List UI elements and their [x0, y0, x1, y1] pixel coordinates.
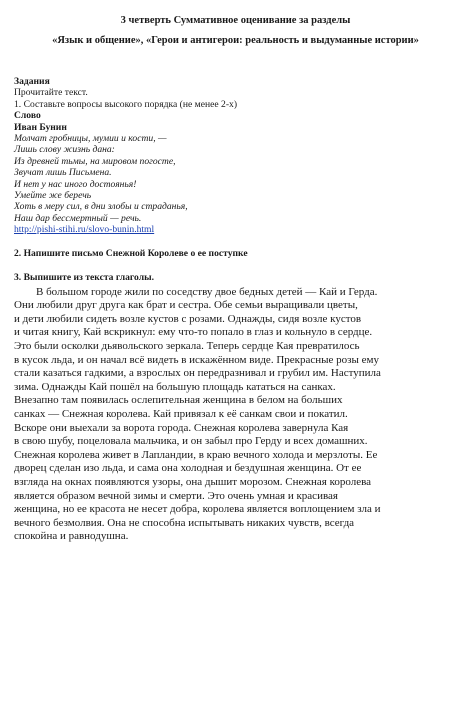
tasks-heading: Задания — [14, 76, 50, 87]
story-line: зима. Однажды Кай пошёл на большую площадь кататься на санках. — [14, 380, 336, 393]
story-line: Снежная королева живет в Лапландии, в краю вечного холода и мерзлоты. Ее — [14, 448, 378, 461]
story-line: и дети любили сидеть возле кустов с розами. Однажды, сидя возле кустов — [14, 312, 362, 325]
story-line: Это были осколки дьявольского зеркала. Теперь сердце Кая превратилось — [14, 340, 360, 353]
story-line: В большом городе жили по соседству двое бедных детей — Кай и Герда. — [36, 285, 378, 298]
story-line: спокойна и равнодушна. — [14, 530, 129, 543]
document-subtitle: «Язык и общение», «Герои и антигерои: реальность и выдуманные истории» — [52, 35, 419, 46]
story-line: является образом вечной зимы и смерти. Это очень умная и красивая — [14, 489, 338, 502]
poem-line: Лишь слову жизнь дана: — [14, 144, 115, 156]
poem-author: Иван Бунин — [14, 121, 67, 133]
document-title: 3 четверть Суммативное оценивание за разделы — [120, 15, 351, 26]
poem-line: И нет у нас иного достоянья! — [14, 178, 137, 190]
story-line: дворец сделан изо льда, и сама она холодная и бездушная женщина. От ее — [14, 462, 362, 475]
story-line: Внезапно там появилась ослепительная женщина в белом на больших — [14, 394, 343, 407]
read-instruction: Прочитайте текст. — [14, 87, 88, 99]
story-line: Они любили друг друга как брат и сестра. Обе семьи выращивали цветы, — [14, 299, 358, 312]
poem-line: Умейте же беречь — [14, 190, 92, 202]
story-line: взгляда на окнах появляются узоры, она дышит морозом. Снежная королева — [14, 476, 372, 488]
poem-text — [14, 133, 457, 224]
story-line: в свою шубу, поцеловала мальчика, и он забыл про Герду и всех домашних. — [14, 435, 368, 448]
poem-line: Из древней тьмы, на мировом погосте, — [14, 155, 176, 167]
poem-line: Наш дар бессмертный — речь. — [14, 212, 142, 224]
tasks-section — [14, 76, 457, 236]
poem-line: Звучат лишь Письмена. — [14, 167, 112, 179]
poem-line: Молчат гробницы, мумии и кости, — — [14, 133, 167, 145]
story-text — [14, 286, 457, 544]
story-line: вечного безмолвия. Она не способна испытывать никаких чувств, всегда — [14, 516, 355, 529]
poem-line: Хоть в меру сил, в дни злобы и страданья, — [14, 201, 188, 213]
story-line: и читая книгу, Кай вскрикнул: ему что-то попало в глаз и кольнуло в сердце. — [14, 326, 373, 339]
story-line: стали казаться гадкими, а взрослых он передразнивал и грубил им. Наступила — [14, 367, 381, 380]
story-line: санках — Снежная королева. Кай привязал к её санкам свои и покатил. — [14, 408, 348, 421]
story-line: женщина, но ее красота не несет добра, королева является воплощением зла и — [14, 503, 381, 516]
story-line: Вскоре они выехали за ворота города. Снежная королева завернула Кая — [14, 421, 349, 434]
task-1: 1. Составьте вопросы высокого порядка (не менее 2-х) — [14, 98, 238, 110]
poem-title: Слово — [14, 110, 41, 122]
story-line: в кусок льда, и он начал всё видеть в искажённом виде. Прекрасные розы ему — [14, 353, 379, 366]
task-3: 3. Выпишите из текста глаголы. — [14, 271, 154, 283]
source-link[interactable]: http://pishi-stihi.ru/slovo-bunin.html — [14, 224, 155, 236]
task-2: 2. Напишите письмо Снежной Королеве о ее поступке — [14, 247, 248, 259]
